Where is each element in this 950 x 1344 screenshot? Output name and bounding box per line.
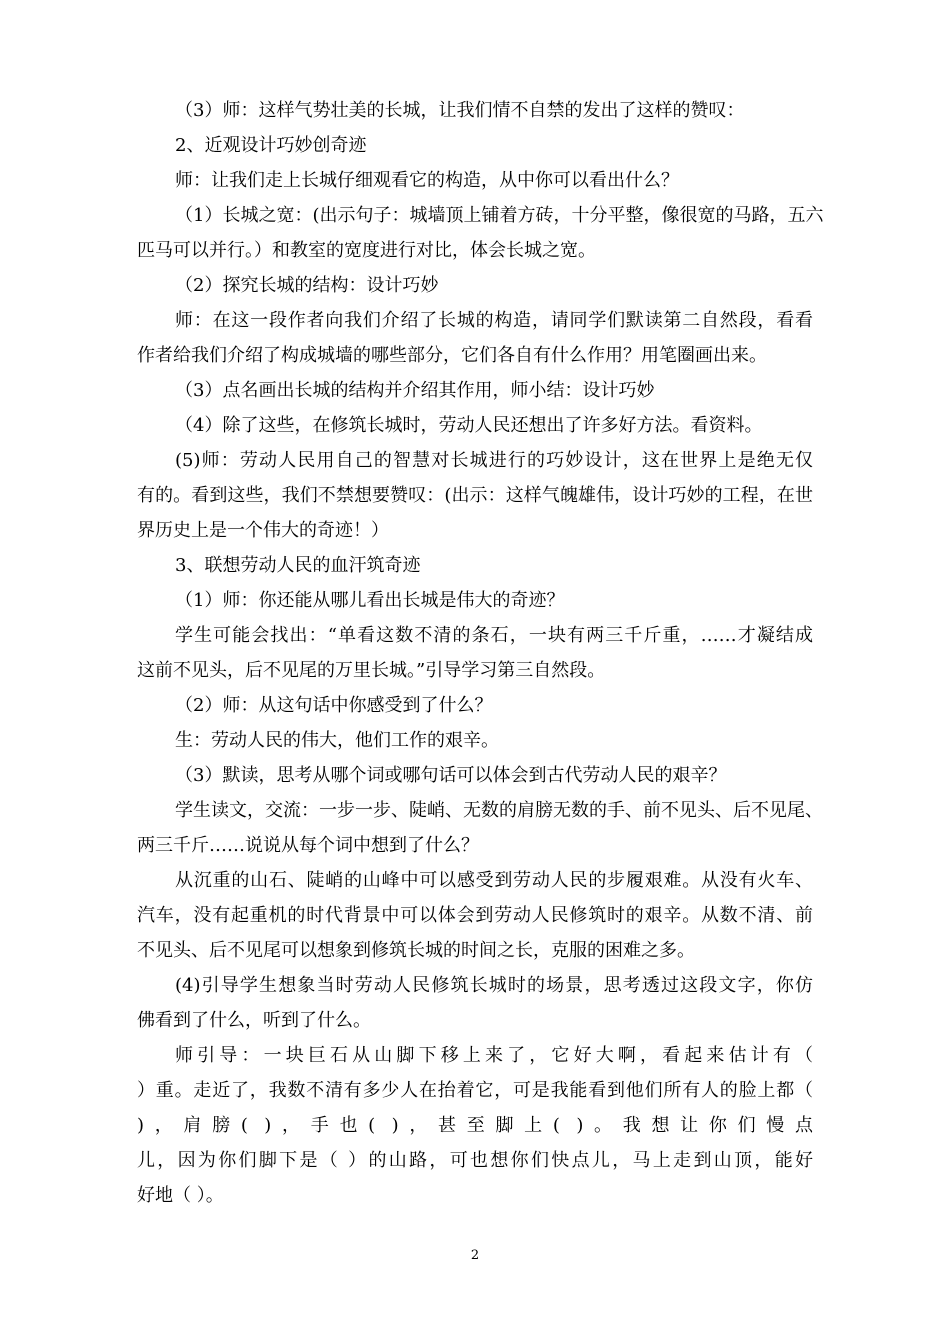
- text-line: 界历史上是一个伟大的奇迹！）: [137, 520, 389, 541]
- text-line: （1）师：你还能从哪儿看出长城是伟大的奇迹？: [175, 590, 565, 611]
- fill-in-line: 儿，因为你们脚下是（ ）的山路，可也想你们快点儿，马上走到山顶，能好: [137, 1150, 813, 1171]
- text-line: （3）点名画出长城的结构并介绍其作用，师小结：设计巧妙: [175, 380, 655, 401]
- text-line: （1）长城之宽：(出示句子：城墙顶上铺着方砖，十分平整，像很宽的马路，五六: [175, 205, 824, 226]
- text-line: 生：劳动人民的伟大，他们工作的艰辛。: [175, 730, 499, 751]
- fill-in-line: 师引导：一块巨石从山脚下移上来了，它好大啊，看起来估计有（: [175, 1045, 813, 1066]
- text-line: (5)师：劳动人民用自己的智慧对长城进行的巧妙设计，这在世界上是绝无仅: [175, 450, 813, 471]
- text-line: （3）默读，思考从哪个词或哪句话可以体会到古代劳动人民的艰辛？: [175, 765, 727, 786]
- text-line: 两三千斤……说说从每个词中想到了什么？: [137, 835, 479, 856]
- text-line: 从沉重的山石、陡峭的山峰中可以感受到劳动人民的步履艰难。从没有火车、: [175, 870, 813, 891]
- text-line: （2）师：从这句话中你感受到了什么？: [175, 695, 493, 716]
- text-line: 这前不见头，后不见尾的万里长城。”引导学习第三自然段。: [137, 660, 606, 681]
- text-line: 不见头、后不见尾可以想象到修筑长城的时间之长，克服的困难之多。: [137, 940, 695, 961]
- text-line: （3）师：这样气势壮美的长城，让我们情不自禁的发出了这样的赞叹：: [175, 100, 745, 121]
- page-number: 2: [470, 1248, 480, 1263]
- text-line: （4）除了这些，在修筑长城时，劳动人民还想出了许多好方法。看资料。: [175, 415, 763, 436]
- text-line: 汽车，没有起重机的时代背景中可以体会到劳动人民修筑时的艰辛。从数不清、前: [137, 905, 813, 926]
- text-line: 师：在这一段作者向我们介绍了长城的构造，请同学们默读第二自然段，看看: [175, 310, 813, 331]
- text-line: 佛看到了什么，听到了什么。: [137, 1010, 371, 1031]
- text-line: 师：让我们走上长城仔细观看它的构造，从中你可以看出什么？: [175, 170, 679, 191]
- text-line: 学生读文，交流：一步一步、陡峭、无数的肩膀无数的手、前不见头、后不见尾、: [175, 800, 823, 821]
- text-line: 匹马可以并行。）和教室的宽度进行对比，体会长城之宽。: [137, 240, 596, 261]
- text-line: 有的。看到这些，我们不禁想要赞叹：(出示：这样气魄雄伟，设计巧妙的工程，在世: [137, 485, 813, 506]
- text-line: (4)引导学生想象当时劳动人民修筑长城时的场景，思考透过这段文字，你仿: [175, 975, 813, 996]
- text-line: 学生可能会找出：“单看这数不清的条石，一块有两三千斤重，……才凝结成: [175, 625, 813, 646]
- fill-in-line: ）重。走近了，我数不清有多少人在抬着它，可是我能看到他们所有人的脸上都（: [137, 1080, 813, 1101]
- section-heading: 2、近观设计巧妙创奇迹: [175, 135, 367, 156]
- section-heading: 3、联想劳动人民的血汗筑奇迹: [175, 555, 421, 576]
- fill-in-line: )，肩膀( )，手也( )，甚至脚上( )。我想让你们慢点: [137, 1115, 813, 1136]
- text-line: 作者给我们介绍了构成城墙的哪些部分，它们各自有什么作用？用笔圈画出来。: [137, 345, 767, 366]
- text-line: （2）探究长城的结构：设计巧妙: [175, 275, 439, 296]
- fill-in-line: 好地（ ）。: [137, 1185, 224, 1206]
